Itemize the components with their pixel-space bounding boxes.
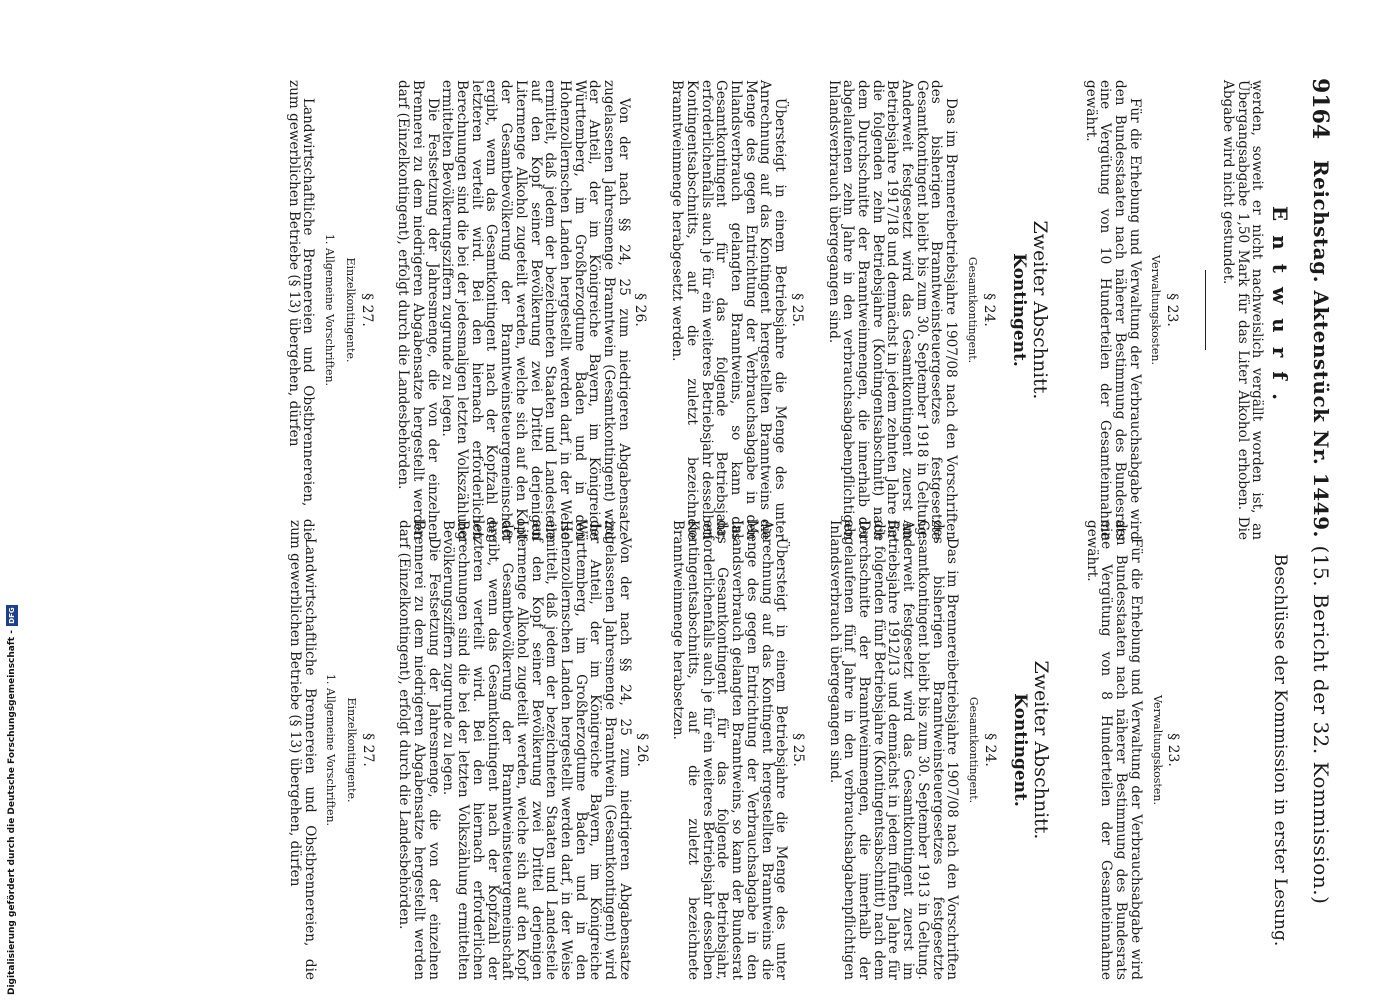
left-p24-subtitle: Gesamtkontingent.	[965, 256, 979, 364]
left-p26-number: § 26.	[632, 293, 649, 327]
page-title	[1309, 160, 1333, 904]
page-header	[1293, 0, 1333, 1000]
page-title-rest: (15. Bericht der 32. Kommission.)	[1309, 545, 1333, 905]
left-column-draft	[285, 80, 1292, 540]
left-p27-subtitle: Einzelkontingente.	[343, 257, 357, 363]
left-p24-text: Das im Brennereibetriebsjahre 1907/08 nach den Vorschriften des bisherigen Branntweinsteuergesetzes festgesetzte Gesamtkontingent bleibt bis zum 30. September 1918 in Geltung. Anderweit festgesetzt wird das Gesamtkontingent zuerst im Betriebsjahre 1917/18 und demnächst in jedem zehnten Jahre für die folgenden zehn Betriebsjahre (Kontingentsabschnitt) nach dem Durchschnitte der Branntweinmengen, die innerhalb der abgelaufenen zehn Jahre in den verbrauchsabgabenpflichtigen Inlandsverbrauch übergegangen sind.	[825, 80, 960, 540]
right-p25-text: Übersteigt in einem Betriebsjahre die Menge des unter Anrechnung auf das Kontingent hergestellten Branntweins die Menge des gegen Entrichtung der Verbrauchsabgabe in den Inlandsverbrauch gelangten Branntweins, so kann der Bundesrat das Gesamtkontingent für das folgende Betriebsjahr, erforderlichenfalls auch je für ein weiteres Betriebsjahr desselben Kontingentsabschnitts, auf die zuletzt bezeichnete Branntweinmenge herabsetzen.	[670, 520, 790, 980]
left-intro-text: werden, soweit er nicht nachweislich vergällt worden ist, an Übergangsabgabe 1,50 Mark für das Liter Alkohol erhoben. Die Abgabe wird nicht gestundet.	[1219, 80, 1266, 540]
left-p26-text1: Von der nach §§ 24, 25 zum niedrigeren Abgabensatze zugelassenen Jahresmenge Branntwein (Gesamtkontingent) wird der Anteil, der im Königreiche Bayern, im Königreiche Württemberg, im Großherzogtume Baden und in den Hohenzollernschen Landen hergestellt werden darf, in der Weise ermittelt, daß jedem der bezeichneten Staaten und Landesteile auf den Kopf seiner Bevölkerung zwei Drittel derjenigen Litermenge Alkohol zugeteilt werden, welche sich auf den Kopf der Gesamtbevölkerung der Branntweinsteuergemeinschaft ergibt, wenn das Gesamtkontingent nach der Kopfzahl der letzteren verteilt wird. Bei den hiernach erforderlichen Berechnungen sind die bei der jedesmaligen letzten Volkszählung ermittelten Bevölkerungsziffern zugrunde zu legen.	[439, 80, 632, 540]
left-p24-number: § 24.	[980, 293, 997, 327]
right-p24-text: Das im Brennereibetriebsjahre 1907/08 nach den Vorschriften des bisherigen Branntweinsteuergesetzes festgesetzte Gesamtkontingent bleibt bis zum 30. September 1913 in Geltung. Anderweit festgesetzt wird das Gesamtkontingent zuerst im Betriebsjahre 1912/13 und demnächst in jedem fünften Jahre für die folgenden fünf Betriebsjahre (Kontingentsabschnitt) nach dem Durchschnitte der Branntweinmengen, die innerhalb der abgelaufenen fünf Jahre in den verbrauchsabgabenpflichtigen Inlandsverbrauch übergegangen sind.	[826, 520, 961, 980]
right-p23-number: § 23.	[1165, 733, 1182, 767]
right-p26-text2: Die Festsetzung der Jahresmenge, die von der einzelnen Brennerei zu dem niedrigeren Abgabensatze hergestellt werden darf (Einzelkontingent), erfolgt durch die Landesbehörden.	[396, 520, 442, 980]
left-p27-text: Landwirtschaftliche Brennereien und Obstbrennereien, die zum gewerblichen Betriebe (§ 13) übergehen, dürfen	[285, 80, 317, 540]
left-p27-number: § 27.	[358, 293, 375, 327]
left-p23-number: § 23.	[1164, 293, 1181, 327]
right-column-heading: Beschlüsse der Kommission in erster Lesung.	[1270, 553, 1290, 947]
left-p27-subtitle2: 1. Allgemeine Vorschriften.	[323, 233, 337, 387]
right-p27-subtitle: Einzelkontingente.	[344, 697, 358, 803]
left-kontingent-heading: Kontingent.	[1009, 253, 1030, 367]
left-section-title: Zweiter Abschnitt.	[1028, 220, 1051, 400]
right-p23-subtitle: Verwaltungskosten.	[1150, 695, 1164, 805]
page-number: 9164	[1307, 78, 1333, 140]
dfg-logo: DFG	[6, 605, 18, 626]
page-title-bold: Reichstag. Aktenstück Nr. 1449.	[1309, 160, 1333, 538]
left-p23-text: Für die Erhebung und Verwaltung der Verbrauchsabgabe wird den Bundesstaaten nach näherer Bestimmung des Bundesrats eine Vergütung von 10 Hunderteilen der Gesamteinnahme gewährt.	[1082, 80, 1143, 540]
right-top-spacer	[1196, 520, 1258, 980]
right-p26-number: § 26.	[633, 733, 650, 767]
left-column-heading: Entwurf.	[1268, 205, 1292, 415]
right-p24-number: § 24.	[981, 733, 998, 767]
left-p23-subtitle: Verwaltungskosten.	[1149, 255, 1163, 365]
right-p27-number: § 27.	[359, 733, 376, 767]
right-p23-text: Für die Erhebung und Verwaltung der Verbrauchsabgabe wird den Bundesstaaten nach näherer Bestimmung des Bundesrats eine Vergütung von 8 Hunderteilen der Gesamteinnahme gewährt.	[1083, 520, 1144, 980]
right-column-resolutions	[286, 520, 1290, 980]
right-section-title: Zweiter Abschnitt.	[1030, 660, 1053, 840]
right-p24-subtitle: Gesamtkontingent.	[966, 696, 980, 804]
divider-rule	[1205, 270, 1206, 350]
right-p25-number: § 25.	[789, 733, 806, 767]
left-p25-text: Übersteigt in einem Betriebsjahre die Menge des unter Anrechnung auf das Kontingent hergestellten Branntweins die Menge des gegen Entrichtung der Verbrauchsabgabe in den Inlandsverbrauch gelangten Branntweins, so kann das Gesamtkontingent für das folgende Betriebsjahr, erforderlichenfalls auch je für ein weiteres Betriebsjahr desselben Kontingentsabschnitts, auf die zuletzt bezeichnete Branntweinmenge herabgesetzt werden.	[669, 80, 789, 540]
left-p26-text2: Die Festsetzung der Jahresmenge, die von der einzelnen Brennerei zu dem niedrigeren Abgabensatze hergestellt werden darf (Einzelkontingent), erfolgt durch die Landesbehörden.	[395, 80, 441, 540]
left-p25-number: § 25.	[788, 293, 805, 327]
right-kontingent-heading: Kontingent.	[1010, 693, 1031, 807]
right-p27-text: Landwirtschaftliche Brennereien und Obstbrennereien, die zum gewerblichen Betriebe (§ 13) übergehen, dürfen	[286, 520, 318, 980]
right-p26-text1: Von der nach §§ 24, 25 zum niedrigeren Abgabensatze zugelassenen Jahresmenge Branntwein (Gesamtkontingent) wird der Anteil, der im Königreiche Bayern, im Königreiche Württemberg, im Großherzogtume Baden und in den Hohenzollernschen Landen hergestellt werden darf, in der Weise ermittelt, daß jedem der bezeichneten Staaten und Landesteile auf den Kopf seiner Bevölkerung zwei Drittel derjenigen Litermenge Alkohol zugeteilt werden, welche sich auf den Kopf der Gesamtbevölkerung der Branntweinsteuergemeinschaft ergibt, wenn das Gesamtkontingent nach der Kopfzahl der letzteren verteilt wird. Bei den hiernach erforderlichen Berechnungen sind die bei der letzten Volkszählung ermittelten Bevölkerungsziffern zugrunde zu legen.	[440, 520, 633, 980]
footer-text: Digitalisierung gefördert durch die Deutsche Forschungsgemeinschaft -	[7, 630, 17, 995]
digitization-footer	[2, 605, 22, 995]
right-p27-subtitle2: 1. Allgemeine Vorschriften.	[324, 673, 338, 827]
